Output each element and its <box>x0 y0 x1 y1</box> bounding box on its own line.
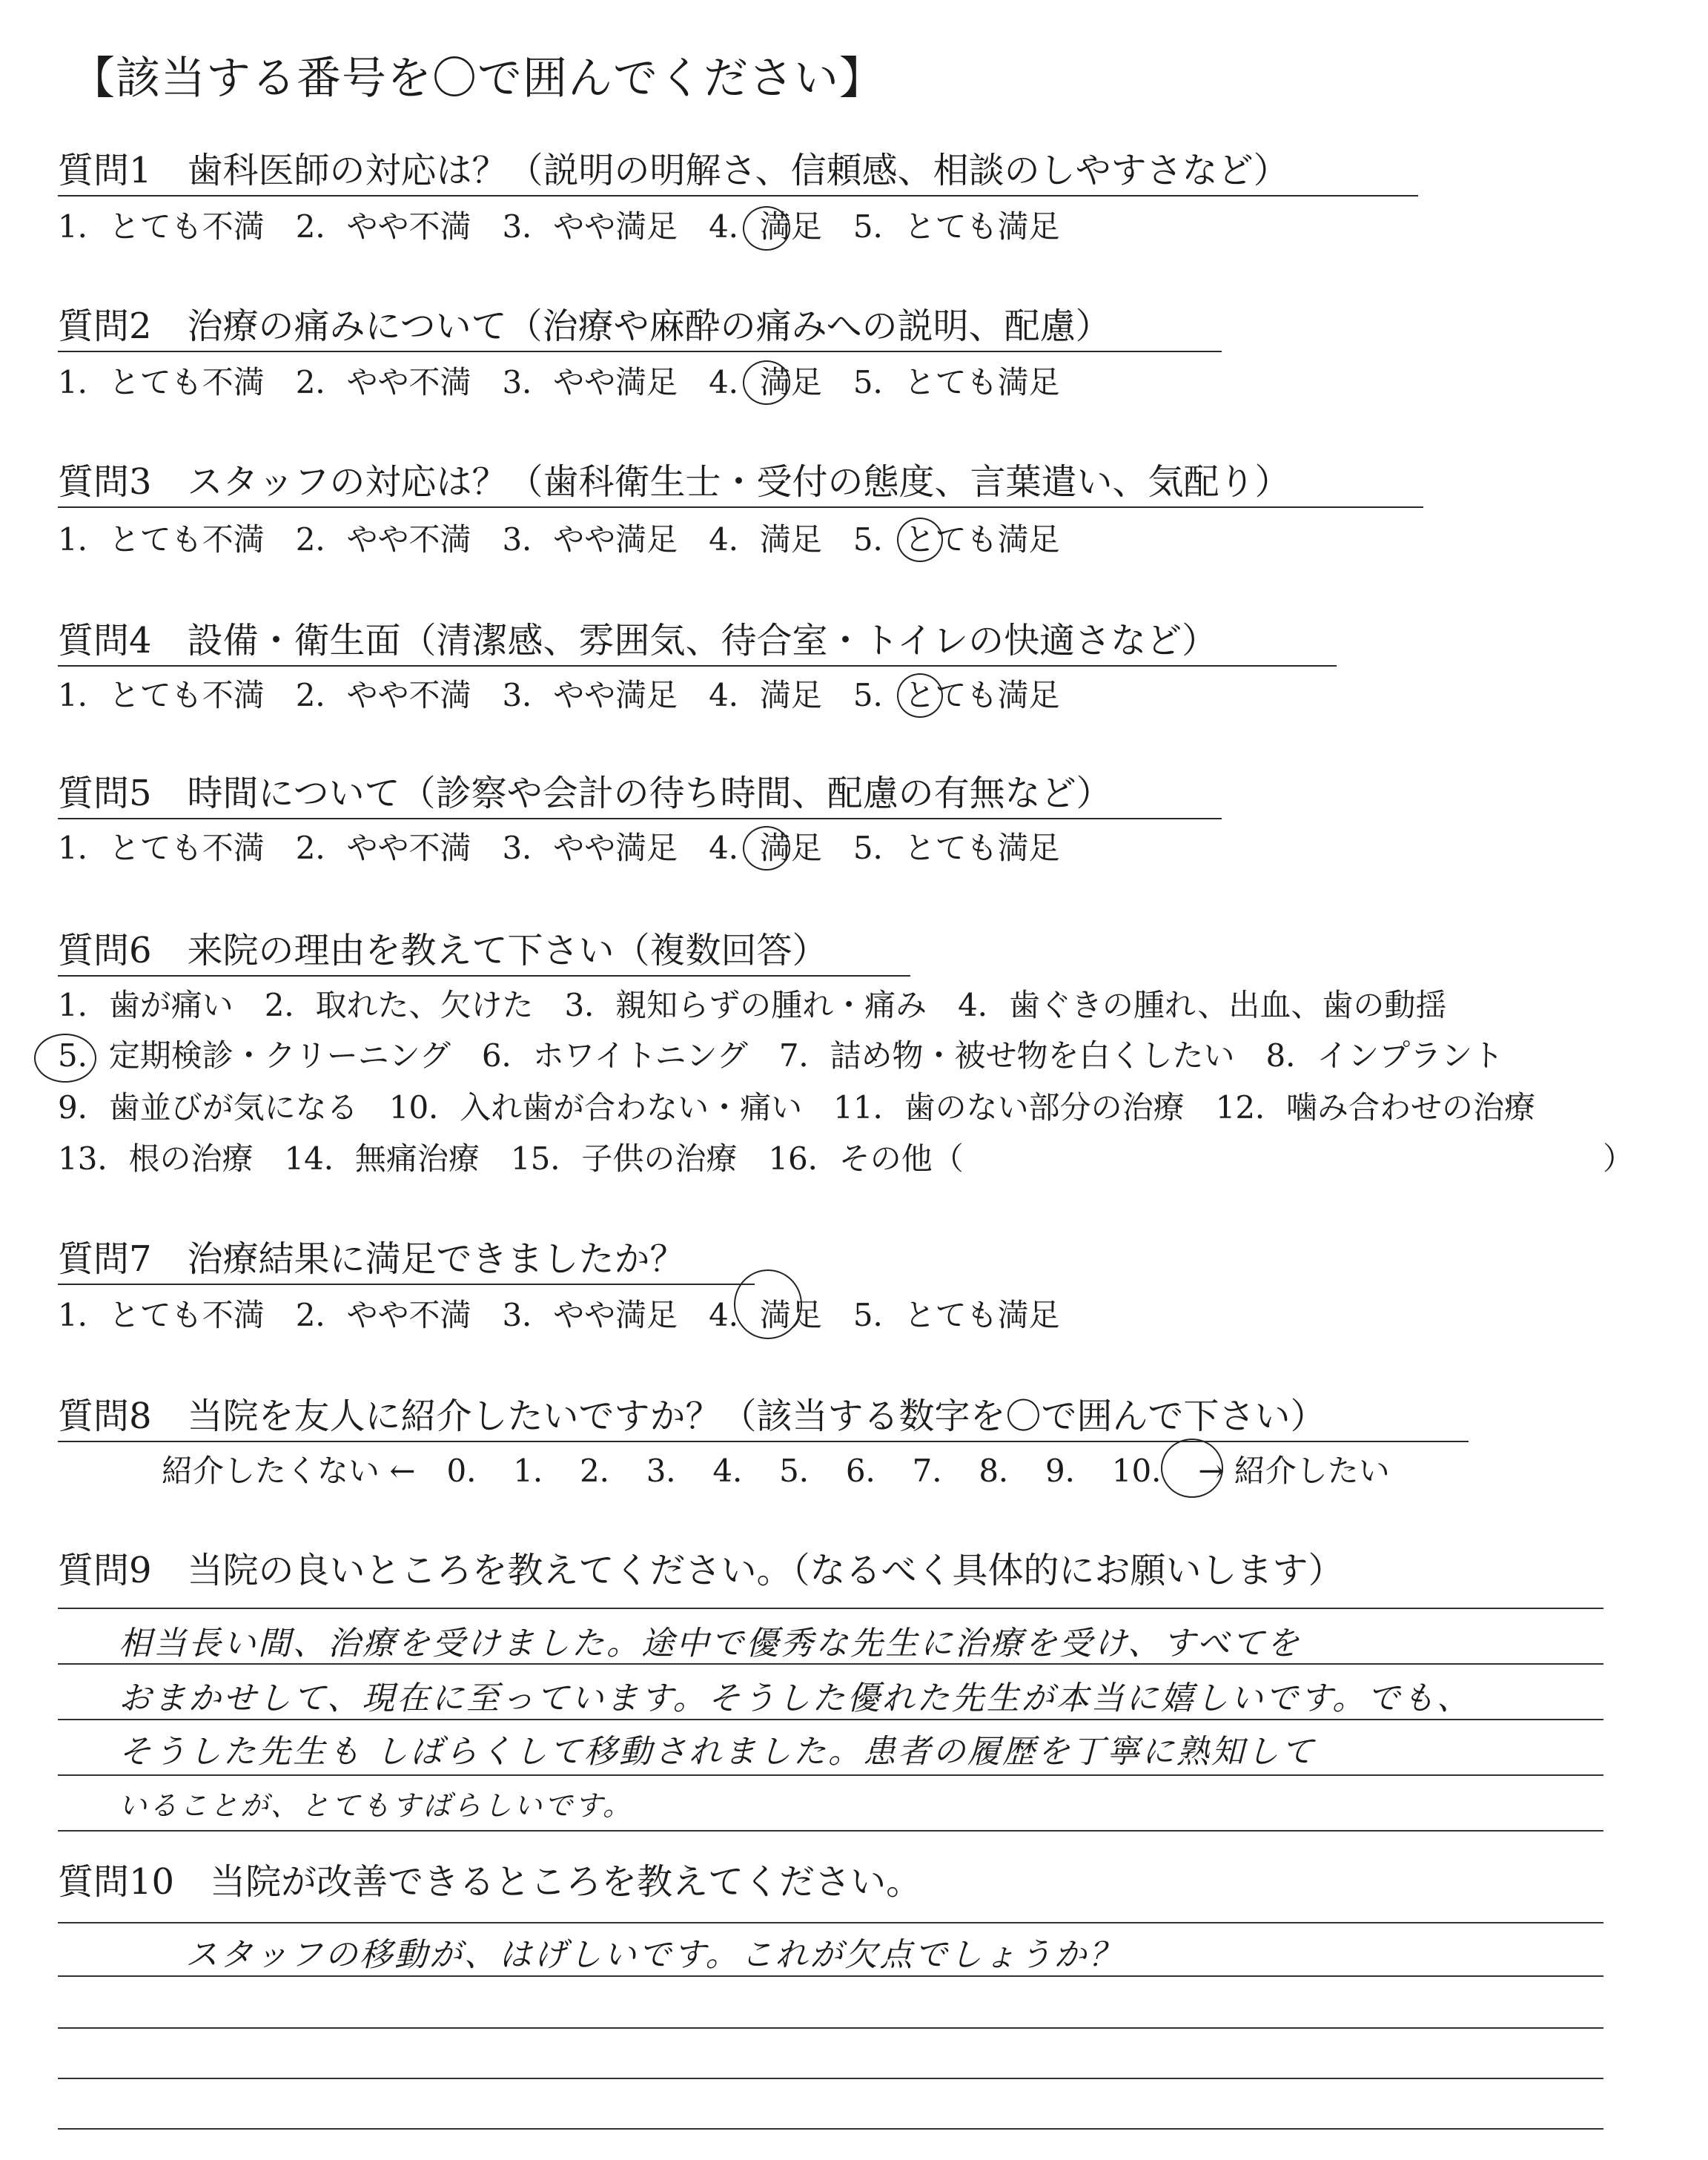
question-9-label: 質問9 当院の良いところを教えてください。（なるべく具体的にお願いします） <box>58 1550 1344 1591</box>
question-5-options: 1．とても不満 2．やや不満 3．やや満足 4．満足 5．とても満足 <box>58 830 1060 866</box>
question-3-options: 1．とても不満 2．やや不満 3．やや満足 4．満足 5．とても満足 <box>58 521 1060 558</box>
question-6-option-line-2: 5．定期検診・クリーニング 6．ホワイトニング 7．詰め物・被せ物を白くしたい 8．インプラント <box>58 1037 1504 1074</box>
question-6-option-line-3: 9．歯並びが気になる 10．入れ歯が合わない・痛い 11．歯のない部分の治療 12．噛み合わせの治療 <box>58 1089 1536 1126</box>
question-1-options: 1．とても不満 2．やや不満 3．やや満足 4．満足 5．とても満足 <box>58 208 1060 245</box>
question-9-answer-line-2: おまかせして、現在に至っています。そうした優れた先生が本当に嬉しいです。でも、 <box>119 1680 1472 1717</box>
question-4-answer-circle <box>897 673 943 718</box>
question-3-underline <box>58 506 1423 508</box>
question-1-label: 質問1 歯科医師の対応は？（説明の明解さ、信頼感、相談のしやすさなど） <box>58 150 1289 191</box>
question-2-options: 1．とても不満 2．やや不満 3．やや満足 4．満足 5．とても満足 <box>58 364 1060 400</box>
question-6-other-close: ） <box>1603 1140 1635 1177</box>
question-5-label: 質問5 時間について（診察や会計の待ち時間、配慮の有無など） <box>58 773 1112 814</box>
question-4-options: 1．とても不満 2．やや不満 3．やや満足 4．満足 5．とても満足 <box>58 677 1060 713</box>
question-9-answer-line-3: そうした先生も しばらくして移動されました。患者の履歴を丁寧に熟知して <box>119 1733 1316 1771</box>
question-2-answer-circle <box>743 360 790 405</box>
question-8-label: 質問8 当院を友人に紹介したいですか？（該当する数字を〇で囲んで下さい） <box>58 1396 1326 1437</box>
question-7-underline <box>58 1284 755 1285</box>
question-7-label: 質問7 治療結果に満足できましたか？ <box>58 1238 686 1280</box>
question-8-scale: 紹介したくない ← 0． 1． 2． 3． 4． 5． 6． 7． 8． 9． 10． → 紹介したい <box>162 1453 1390 1489</box>
question-6-option-line-4: 13．根の治療 14．無痛治療 15．子供の治療 16．その他（ <box>58 1140 964 1177</box>
question-10-label: 質問10 当院が改善できるところを教えてください。 <box>58 1861 922 1903</box>
answer-line <box>58 1975 1603 1977</box>
question-10-answer-line-1: スタッフの移動が、はげしいです。これが欠点でしょうか？ <box>185 1936 1124 1974</box>
question-6-option-line-1: 1．歯が痛い 2．取れた、欠けた 3．親知らずの腫れ・痛み 4．歯ぐきの腫れ、出血、歯の動揺 <box>58 987 1447 1023</box>
question-6-label: 質問6 来院の理由を教えて下さい（複数回答） <box>58 930 828 971</box>
answer-line <box>58 1608 1603 1609</box>
question-1-answer-circle <box>743 206 790 251</box>
question-1-underline <box>58 195 1418 196</box>
answer-line <box>58 2027 1603 2029</box>
answer-line <box>58 1922 1603 1923</box>
question-9-answer-line-4: いることが、とてもすばらしいです。 <box>119 1789 633 1822</box>
question-3-answer-circle <box>897 518 943 562</box>
answer-line <box>58 1774 1603 1776</box>
answer-line <box>58 2078 1603 2079</box>
question-4-underline <box>58 665 1337 667</box>
answer-line <box>58 1719 1603 1720</box>
page-title: 【該当する番号を〇で囲んでください】 <box>70 53 884 105</box>
answer-line <box>58 2128 1603 2130</box>
question-8-answer-circle <box>1161 1439 1223 1498</box>
question-6-answer-circle <box>34 1034 96 1083</box>
question-5-answer-circle <box>743 826 790 871</box>
question-3-label: 質問3 スタッフの対応は？（歯科衛生士・受付の態度、言葉遣い、気配り） <box>58 461 1291 503</box>
question-2-label: 質問2 治療の痛みについて（治療や麻酔の痛みへの説明、配慮） <box>58 305 1111 347</box>
question-6-underline <box>58 975 910 977</box>
question-9-answer-line-1: 相当長い間、治療を受けました。途中で優秀な先生に治療を受け、すべてを <box>119 1625 1302 1662</box>
answer-line <box>58 1830 1603 1832</box>
question-5-underline <box>58 818 1222 819</box>
question-8-underline <box>58 1441 1469 1442</box>
question-4-label: 質問4 設備・衛生面（清潔感、雰囲気、待合室・トイレの快適さなど） <box>58 620 1218 661</box>
question-7-options: 1．とても不満 2．やや不満 3．やや満足 4．満足 5．とても満足 <box>58 1297 1060 1333</box>
question-7-answer-circle <box>734 1269 802 1339</box>
question-2-underline <box>58 351 1222 352</box>
